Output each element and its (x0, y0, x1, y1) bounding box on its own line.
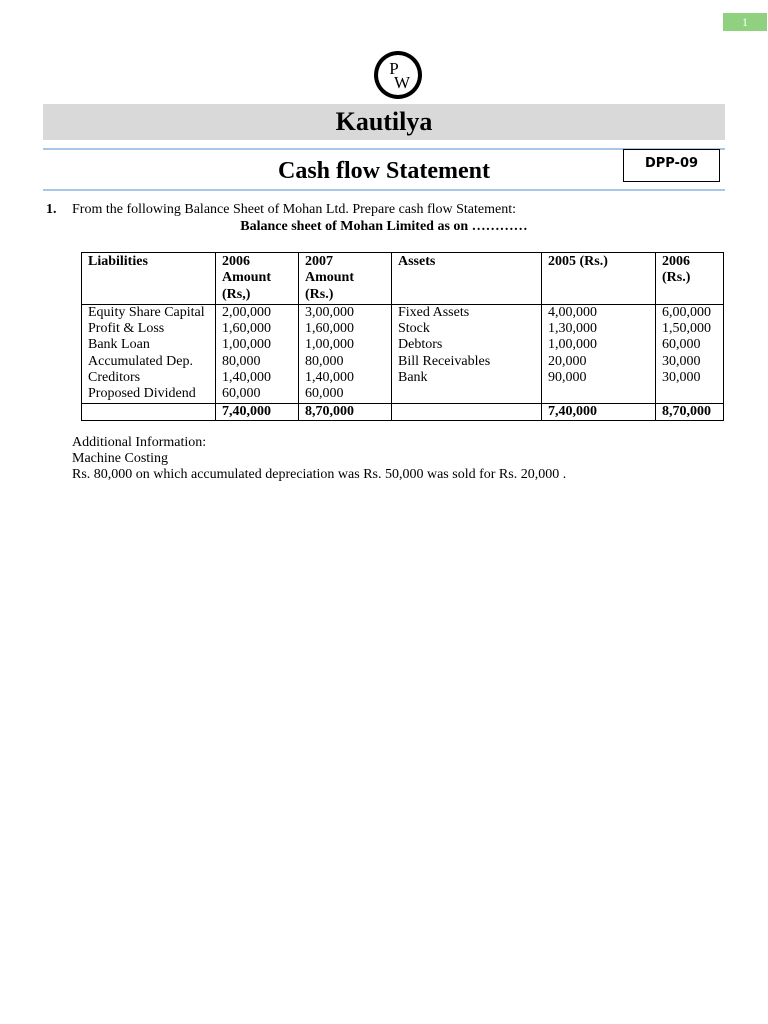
balance-sheet-table (81, 252, 724, 421)
additional-information (72, 435, 566, 483)
table-header-row (82, 253, 724, 305)
amount-value: 60,000 (662, 337, 701, 353)
liability-equity-share-capital (88, 305, 209, 321)
logo-letter-w: W (393, 73, 411, 92)
amount-value: 1,00,000 (305, 337, 354, 353)
asset-item: Debtors (398, 337, 443, 353)
question-number: 1. (46, 202, 57, 217)
header-2006-line1: 2006 (222, 254, 250, 269)
balance-sheet-subtitle: Balance sheet of Mohan Limited as on ………… (240, 219, 528, 234)
amount-value: 90,000 (548, 370, 587, 386)
liabilities-cell (82, 304, 216, 403)
liability-item: Profit & Loss (88, 321, 165, 337)
assets-2005-cell (542, 304, 656, 403)
header-2007-line1: 2007 (305, 254, 333, 269)
liability-item: Bank Loan (88, 337, 150, 353)
header-2006-line3: (Rs,) (222, 286, 251, 302)
total-a-2006: 8,70,000 (656, 403, 724, 420)
table-body-row (82, 304, 724, 403)
amount-value: 1,40,000 (305, 370, 354, 386)
amount-value: 60,000 (222, 386, 261, 402)
header-2006b-line2: (Rs.) (662, 270, 691, 286)
page-title: Cash flow Statement (278, 158, 490, 184)
header-2007-line2: Amount (305, 270, 355, 286)
total-a-2005: 7,40,000 (542, 403, 656, 420)
amount-value: 1,30,000 (548, 321, 597, 337)
liability-item: Equity Share Capital (88, 304, 205, 320)
amount-value: 1,00,000 (222, 337, 271, 353)
asset-item: Bank (398, 370, 428, 386)
liability-item: Accumulated Dep. (88, 353, 193, 369)
header-2005: 2005 (Rs.) (542, 253, 656, 305)
amount-value: 1,60,000 (222, 321, 271, 337)
amount-value: 1,60,000 (305, 321, 354, 337)
additional-line1: Machine Costing (72, 451, 169, 466)
dpp-label-box: DPP-09 (623, 149, 720, 182)
table-total-row (82, 403, 724, 420)
amount-value: 80,000 (222, 353, 261, 369)
liabilities-2007-cell (299, 304, 392, 403)
amount-value: 4,00,000 (548, 304, 597, 320)
asset-item: Stock (398, 321, 430, 337)
total-l-2007: 8,70,000 (299, 403, 392, 420)
header-2006-line2: Amount (222, 270, 272, 286)
total-l-2006: 7,40,000 (216, 403, 299, 420)
assets-cell (392, 304, 542, 403)
header-assets: Assets (392, 253, 542, 305)
brand-title: Kautilya (43, 104, 725, 140)
amount-value: 1,40,000 (222, 370, 271, 386)
amount-value: 3,00,000 (305, 304, 354, 320)
amount-value: 20,000 (548, 353, 587, 369)
asset-item: Bill Receivables (398, 353, 491, 369)
header-2007-line3: (Rs.) (305, 286, 334, 302)
header-2006b-line1: 2006 (662, 254, 690, 269)
logo-letter-p: P (389, 59, 399, 78)
additional-line2: Rs. 80,000 on which accumulated depreciation was Rs. 50,000 was sold for Rs. 20,000 . (72, 467, 567, 482)
asset-item: Fixed Assets (398, 304, 470, 320)
divider-bottom (43, 189, 725, 191)
amount-value: 30,000 (662, 353, 701, 369)
amount-value: 2,00,000 (222, 304, 271, 320)
amount-value: 1,50,000 (662, 321, 711, 337)
amount-value: 30,000 (662, 370, 701, 386)
header-liabilities: Liabilities (82, 253, 216, 305)
liability-item: Creditors (88, 370, 141, 386)
amount-value: 6,00,000 (662, 304, 711, 320)
assets-2006-cell (656, 304, 724, 403)
amount-value: 80,000 (305, 353, 344, 369)
liability-item: Proposed Dividend (88, 386, 196, 402)
pw-logo-icon (373, 50, 423, 100)
additional-heading: Additional Information: (72, 435, 207, 450)
total-assets-empty (392, 403, 542, 420)
question-text: From the following Balance Sheet of Mohan Ltd. Prepare cash flow Statement: (72, 202, 517, 217)
header-2007-amount (299, 253, 392, 305)
amount-value: 60,000 (305, 386, 344, 402)
header-2006-assets (656, 253, 724, 305)
amount-value: 1,00,000 (548, 337, 597, 353)
liabilities-2006-cell (216, 304, 299, 403)
header-2006-amount (216, 253, 299, 305)
page-number-badge: 1 (723, 13, 767, 31)
total-label-empty (82, 403, 216, 420)
